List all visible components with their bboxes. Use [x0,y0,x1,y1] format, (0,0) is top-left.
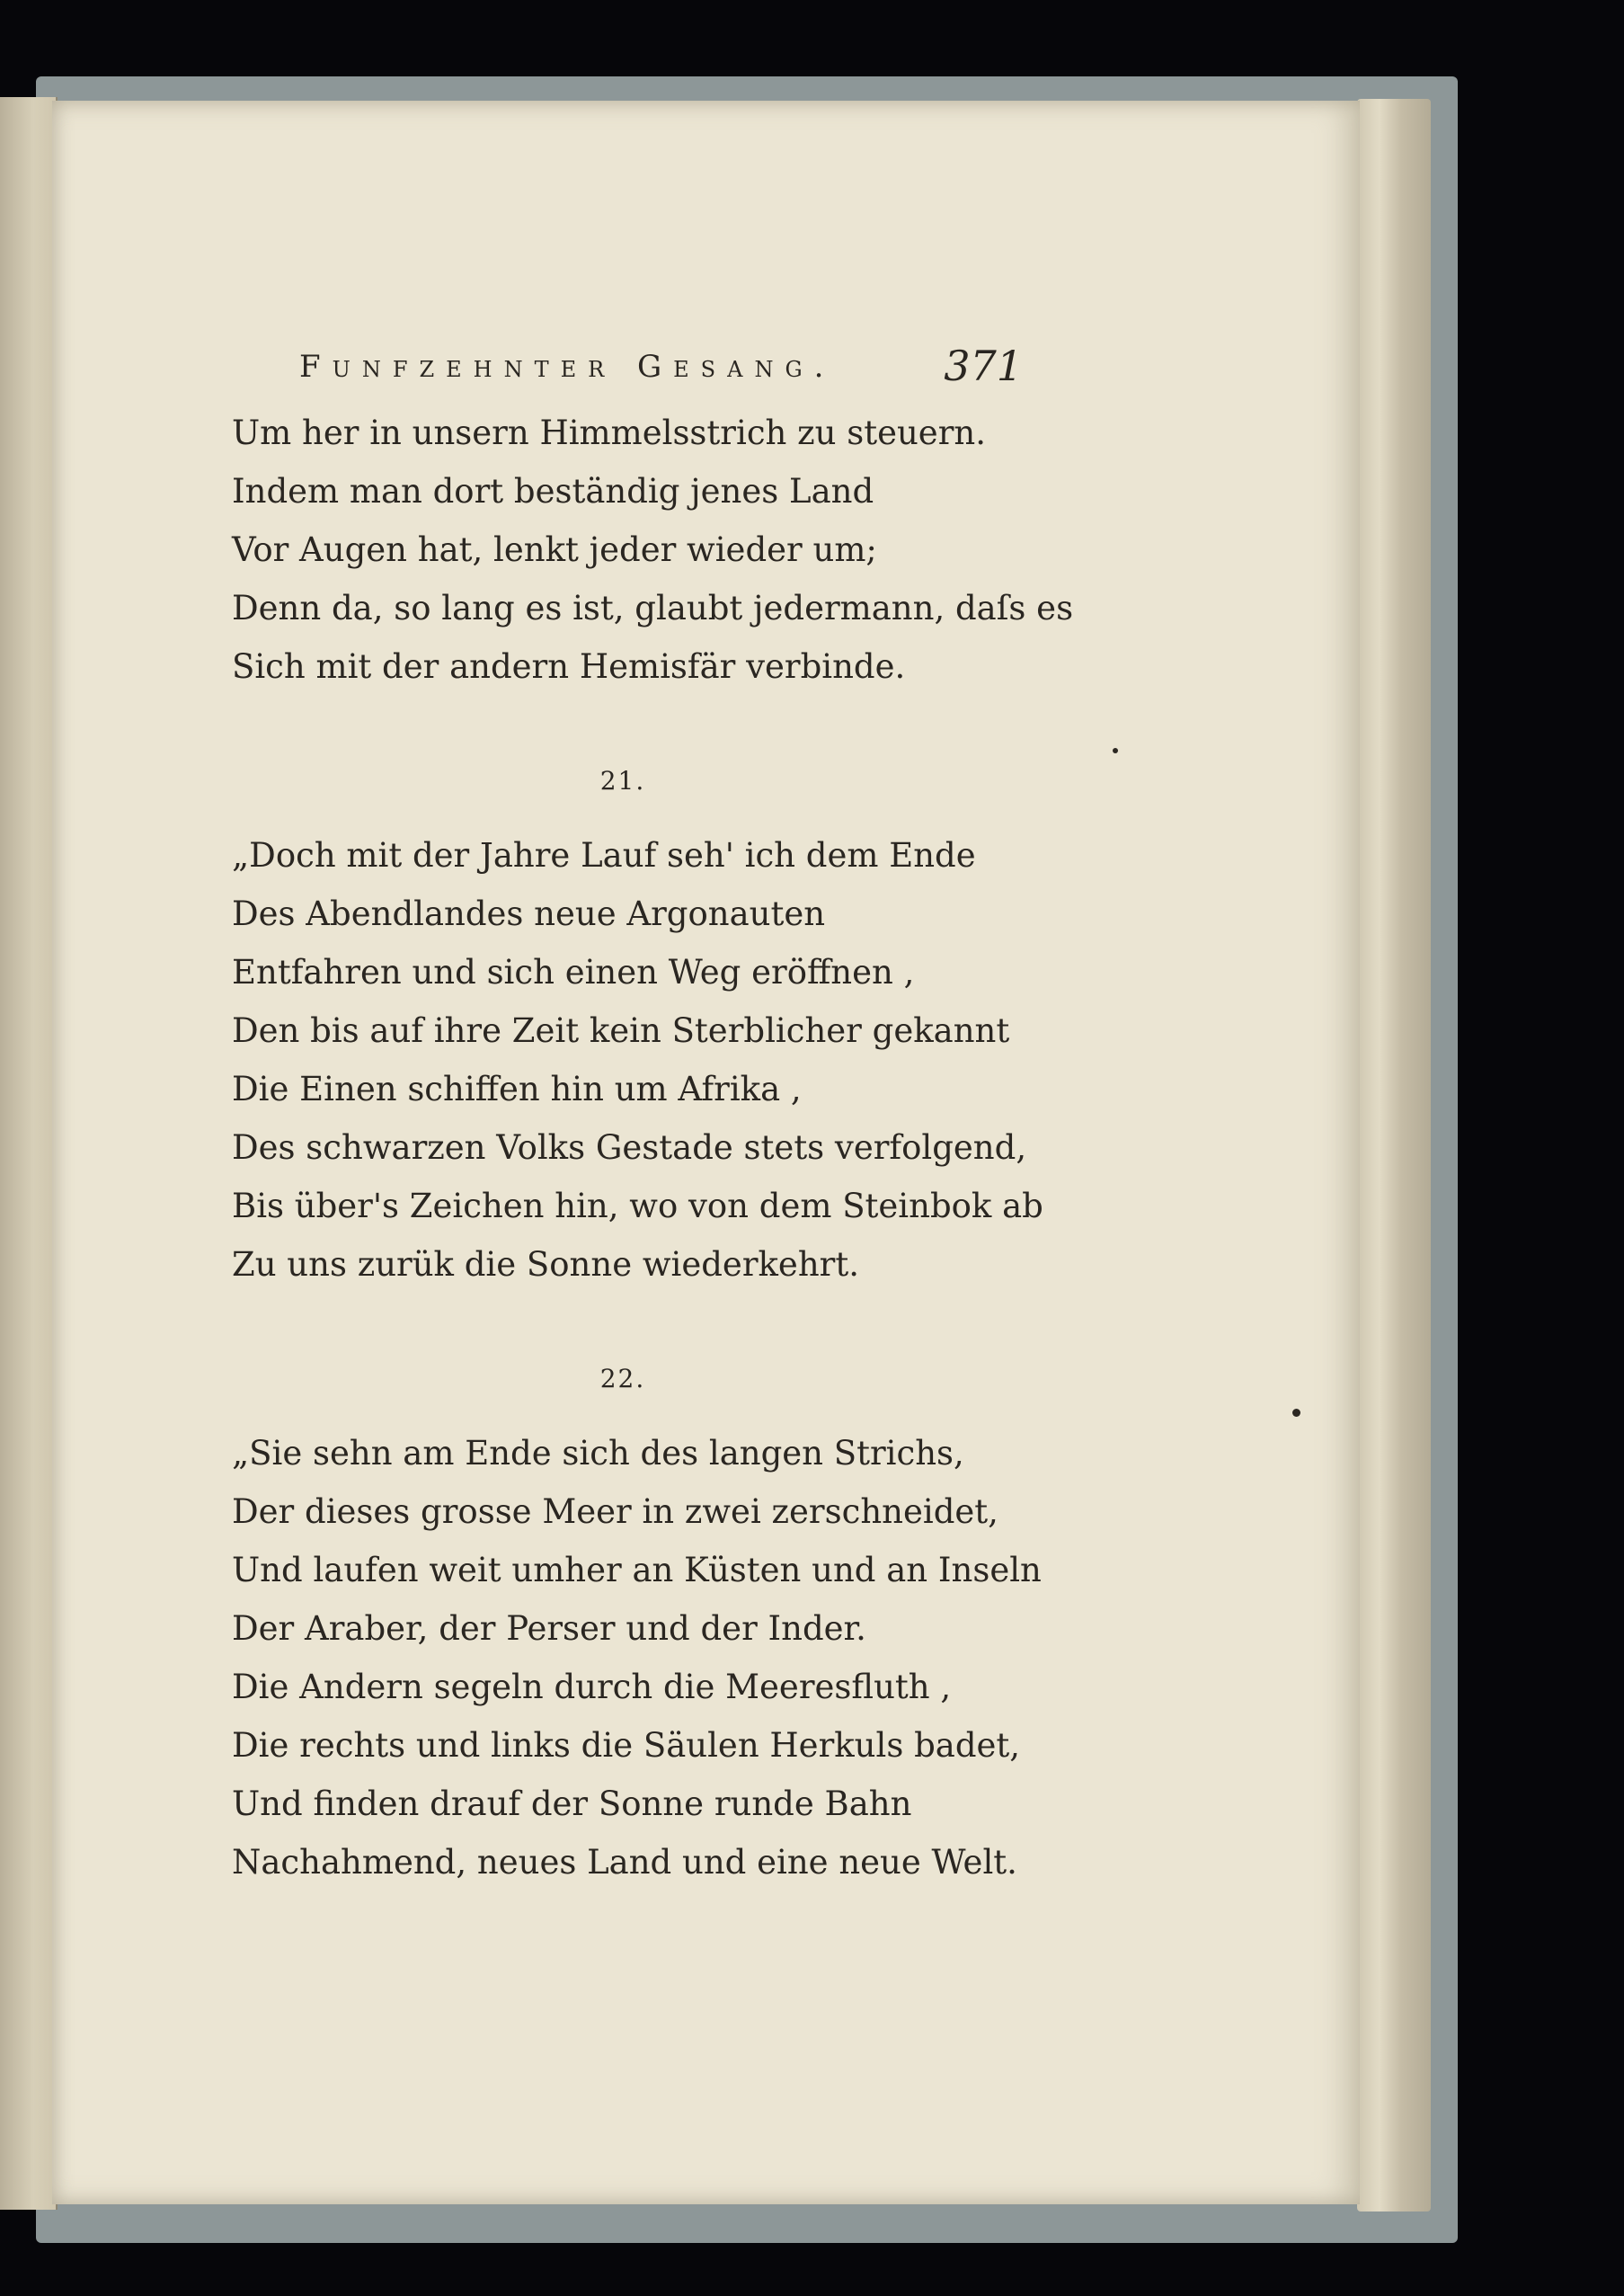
verse-line: Vor Augen hat, lenkt jeder wieder um; [232,530,877,569]
verse-line: Sich mit der andern Hemisfär verbinde. [232,647,906,686]
verse-line: „Sie sehn am Ende sich des langen Strichs, [232,1434,964,1473]
previous-page-edge [0,97,58,2210]
verse-line: Um her in unsern Himmelsstrich zu steuern. [232,414,986,452]
verse-line: Und finden drauf der Sonne runde Bahn [232,1784,912,1823]
verse-line: Bis über's Zeichen hin, wo von dem Steinbok ab [232,1187,1043,1225]
ink-spot [1113,748,1118,753]
verse-line: Des Abendlandes neue Argonauten [232,894,826,933]
verse-line: Des schwarzen Volks Gestade stets verfolgend, [232,1128,1027,1167]
verse-line: „Doch mit der Jahre Lauf seh' ich dem Ende [232,836,976,875]
page-number: 371 [944,342,1023,390]
verse-line: Denn da, so lang es ist, glaubt jedermann, daſs es [232,589,1074,627]
stanza-number: 22. [599,1364,646,1393]
running-title: Funfzehnter Gesang. [299,349,836,385]
verse-line: Und laufen weit umher an Küsten und an Inseln [232,1551,1042,1589]
ink-spot [1292,1409,1300,1417]
verse-line: Der dieses grosse Meer in zwei zerschneidet, [232,1492,998,1531]
verse-line: Indem man dort beständig jenes Land [232,472,874,511]
verse-line: Die Andern segeln durch die Meeresfluth , [232,1668,952,1706]
verse-line: Zu uns zurük die Sonne wiederkehrt. [232,1245,859,1284]
verse-line: Den bis auf ihre Zeit kein Sterblicher gekannt [232,1011,1010,1050]
page-header [245,342,1023,396]
stanza-number: 21. [599,766,646,796]
verse-line: Die Einen schiffen hin um Afrika , [232,1070,802,1108]
verse-line: Der Araber, der Perser und der Inder. [232,1609,866,1648]
book-page [52,101,1360,2204]
page-edges [1357,99,1431,2211]
verse-line: Die rechts und links die Säulen Herkuls badet, [232,1726,1021,1765]
verse-line: Nachahmend, neues Land und eine neue Welt. [232,1843,1017,1882]
verse-line: Entfahren und sich einen Weg eröffnen , [232,953,915,992]
